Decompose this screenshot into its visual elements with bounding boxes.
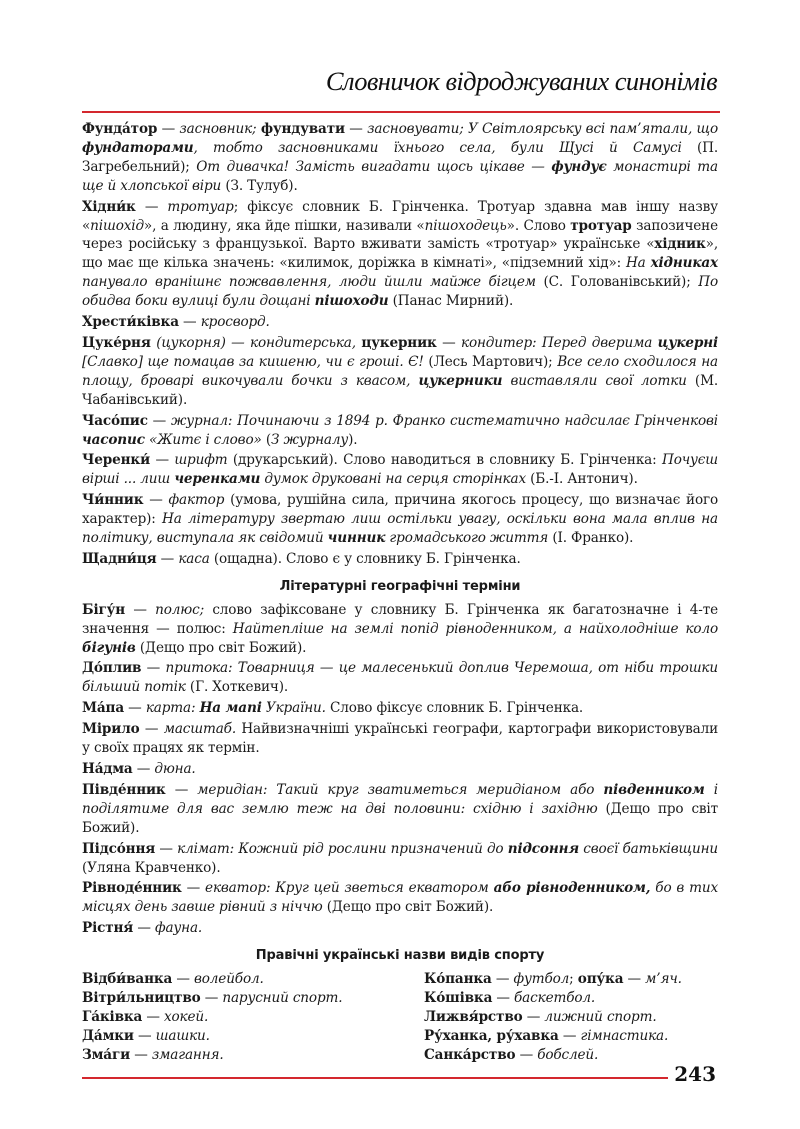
headword: Бігу́н [82,601,126,618]
entry-text: кросворд. [200,314,270,331]
highlighted-term: часопис [82,431,145,448]
headword: Щадни́ця [82,550,157,567]
highlighted-term: або рівноденником, [493,880,651,897]
highlighted-term: бігунів [82,639,136,656]
highlighted-term: фундує [551,158,607,175]
entry-text: тротуар [167,198,234,215]
entry-text: Слово фіксує словник Б. Грінченка. [325,700,584,717]
entry-text: », що має ще кілька значень: «килимок, доріжка в кімнаті», «підземний хід»: [82,236,718,272]
headword: Черенки́ [82,452,151,469]
entry-text: — [344,121,368,137]
entry-text: — [181,880,206,897]
headword: Чи́нник [82,492,144,509]
entry-text: засновувати; У Світлоярську всі пам’ятали, що [367,121,718,137]
entries-list [82,120,718,569]
dictionary-entry [82,879,718,917]
entry-text: (Б.-І. Антонич). [525,471,638,488]
geography-entries-list [82,601,718,938]
sports-term [82,1008,424,1027]
headword: Часо́пис [82,412,148,429]
entry-text: лижний спорт. [544,1008,657,1025]
dictionary-entry [82,659,718,697]
headword: Півде́нник [82,781,166,798]
entry-text: дюна. [154,761,196,777]
entry-text: От дивачка! Замість вигадати щось цікаве — [196,158,552,175]
headword: Санка́рство [424,1046,516,1063]
entry-text: По обидва боки вулиці були дощані [82,274,718,310]
entry-text: виставляли свої лотки [502,372,687,389]
footer-divider [82,1077,668,1079]
highlighted-term: підсоння [507,840,580,857]
header-divider [82,111,720,113]
entry-text: ( [261,431,271,448]
dictionary-entry [82,781,718,838]
headword: Мірило [82,721,140,738]
sports-terms-columns [82,970,718,1065]
entry-text: (Дещо про світ Божий). [322,899,494,916]
entry-text: (Дещо про світ Божий). [82,800,718,836]
entry-text: громадського життя [385,530,549,547]
entry-text: полюс; [155,601,204,618]
entry-text: карта: [145,700,200,717]
sports-term [82,1027,424,1046]
entry-text: парусний спорт. [222,989,343,1006]
highlighted-term: чинник [327,530,386,547]
entry-text: масштаб. [163,721,236,738]
headword: Ко́панка [424,971,492,988]
entry-text: України. [261,700,326,717]
highlighted-term: На мапі [199,700,262,717]
headword: Фундáтор [82,121,158,137]
entry-text: запозичене через російську з французької. Варто вживати замість «тротуар» українське « [82,217,718,253]
entry-text: фактор [168,492,225,509]
headword: фундувати [260,121,345,137]
entry-text: — [147,412,171,429]
highlighted-term: цукерні [657,334,719,351]
entry-text: баскетбол. [514,989,596,1006]
headword: опу́ка [577,971,624,988]
entry-text: (С. Голованівський); [535,274,699,291]
page-header-title: Словничок відроджуваних синонімів [325,66,717,96]
headword: Цуке́рня [82,334,151,351]
dictionary-entry [82,550,718,569]
entry-text: — [132,761,155,777]
headword: Підсо́ння [82,840,156,857]
section-title-sports: Правічні українські назви видів спорту [255,948,545,964]
headword: Рівноде́нник [82,880,182,897]
headword: На́дма [82,761,133,777]
page-number: 243 [674,1062,716,1086]
entry-text: — [200,989,223,1006]
entry-text: — [155,840,178,857]
entry-text: (І. Франко). [548,530,634,547]
headword: Лижвя́рство [424,1008,523,1025]
entry-text: «Житє і слово» [144,431,262,448]
dictionary-entry [82,198,718,311]
entry-text: (друкарський). Слово наводиться в словнику Б. Грінченка: [227,452,663,469]
entry-text: ; [569,971,578,988]
entry-text: фауна. [154,920,203,937]
dictionary-entry [82,699,718,718]
highlighted-term: пішоходи [314,293,389,310]
highlighted-term: фундаторами [82,139,194,156]
entry-text: — [135,198,168,215]
entry-text: З журналу [270,431,349,448]
entry-text: Почуєш вірші ... лиш [82,452,718,488]
highlighted-term: хідниках [650,255,718,272]
entry-text: — [522,1008,545,1025]
sports-column-right [424,970,718,1065]
entry-text: панувало вранішнє пожвавлення, люди йшли майже бігцем [82,274,536,291]
entry-text: притока: Товарниця — це малесенький доплив Черемоша, от ніби трошки більший потік [82,660,718,696]
dictionary-entry [82,919,718,938]
headword: Хрести́ківка [82,314,179,331]
entry-text: — [157,121,180,137]
highlighted-term: південником [603,781,705,798]
entry-text: — [130,1046,152,1063]
headword: До́плив [82,660,142,677]
entry-text: шашки. [155,1027,210,1044]
entry-text: волейбол. [194,971,264,988]
entry-text: (цукорня) — кондитерська, [156,334,356,351]
entry-text: (П. Загребельний); [82,139,718,175]
dictionary-entry [82,313,718,332]
entry-text: монастирі та ще й хлопської віри [82,158,719,194]
headword: хідник [654,236,706,253]
entry-text: (М. Чабанівський). [82,372,719,408]
sports-term [82,989,424,1008]
section-title-geography: Літературні географічні терміни [279,578,521,594]
entry-text: (З. Тулуб). [221,177,298,194]
headword: Га́ківка [82,1008,143,1025]
entry-text: бобслей. [537,1046,599,1063]
entry-text: гімнастика. [580,1027,669,1044]
entry-text: — [143,492,169,509]
highlighted-term: цукерники [418,372,503,389]
entry-text: кондитер: Перед дверима [460,334,658,351]
headword: Вітри́льництво [82,989,201,1006]
entry-text: футбол [513,971,570,988]
sports-term [82,970,424,989]
dictionary-content [82,120,718,1065]
entry-text: — [124,700,146,717]
entry-text: меридіан: Такий круг зватиметься меридіаном або [197,781,604,798]
entry-text: — [142,1008,164,1025]
entry-text: і поділятиме для вас землю теж на дві половини: східню і західню [82,781,719,817]
dictionary-entry [82,601,718,658]
entry-text: На [625,255,651,272]
headword: цукерник [361,334,437,351]
entry-text: пішоходець [424,217,507,234]
entry-text: — [492,989,515,1006]
dictionary-entry [82,120,718,196]
sports-term [424,970,718,989]
sports-term [82,1046,424,1065]
sports-term [424,1008,718,1027]
entry-text: бо в тих місцях день завше рівний з ніччю [82,880,718,916]
dictionary-entry [82,720,718,758]
entry-text: Найвизначніші українські географи, картографи використовували у своїх працях як термін. [82,721,718,757]
entry-text: — [436,334,461,351]
entry-text: — [150,452,175,469]
headword: Ма́па [82,700,125,717]
entry-text: На літературу звертаю лиш остільки увагу, оскільки вона мала вплив на політику, виступала як свідомий [82,511,718,547]
entry-text: пішохід [90,217,144,234]
entry-text: (ощадна). Слово є у словнику Б. Грінченка. [209,550,521,567]
entry-text: (Уляна Кравченко). [82,859,221,876]
entry-text: засновник; [179,121,257,137]
entry-text: — [125,601,156,618]
entry-text: шрифт [174,452,228,469]
headword: тротуар [570,217,632,234]
headword: Ко́шівка [424,989,493,1006]
entry-text: ; фіксує словник Б. Грінченка. Тротуар здавна мав іншу назву « [82,198,718,234]
dictionary-entry [82,451,718,489]
entry-text: , тобто засновниками їхнього села, були Щусі й Самусі [193,139,682,156]
entry-text: Все село сходилося на площу, броварі викочували бочки з квасом, [82,353,718,389]
entry-text: — [133,1027,156,1044]
entry-text: слово зафіксоване у словнику Б. Грінченка як багатозначне і 4-те значення — полюс: [82,601,718,637]
headword: Відби́ванка [82,971,173,988]
entry-text: (Лесь Мартович); [423,353,558,370]
headword: Рістня́ [82,920,134,937]
sports-term [424,1027,718,1046]
entry-text: — [515,1046,538,1063]
entry-text: — [491,971,514,988]
dictionary-entry [82,491,718,548]
entry-text: — [172,971,194,988]
entry-text: своєї батьківщини [579,840,718,857]
headword: Хідни́к [82,198,136,215]
entry-text: екватор: Круг цей зветься екватором [205,880,494,897]
entry-text: — [178,314,201,331]
entry-text: (Г. Хоткевич). [185,679,289,696]
headword: Да́мки [82,1027,134,1044]
entry-text: — [558,1027,581,1044]
dictionary-entry [82,334,718,410]
entry-text: — [623,971,646,988]
entry-text: клімат: Кожний рід рослини призначений до [177,840,508,857]
entry-text: — [133,920,155,937]
entry-text: (Дещо про світ Божий). [135,639,307,656]
sports-term [424,989,718,1008]
entry-text: каса [178,550,210,567]
entry-text: хокей. [164,1008,209,1025]
entry-text: журнал: Починаючи з 1894 р. Франко систематично надсилає Грінченкові [170,412,718,429]
entry-text: ). [348,431,358,448]
entry-text: — [141,660,166,677]
dictionary-entry [82,412,718,450]
headword: Ру́ханка, ру́хавка [424,1027,559,1044]
entry-text: Найтепліше на землі попід рівноденником, а найхолодніше коло [232,620,719,637]
entry-text: », а людину, яка йде пішки, називали « [143,217,425,234]
entry-text: (Панас Мирний). [388,293,514,310]
entry-text: змагання. [151,1046,224,1063]
dictionary-entry [82,840,718,878]
entry-text: — [139,721,164,738]
highlighted-term: черенками [174,471,261,488]
sports-column-left [82,970,424,1065]
entry-text: [Славко] ще помацав за кишеню, чи є гроші. Є! [82,353,424,370]
entry-text: (умова, рушійна сила, причина якогось процесу, що визначає його характер): [82,492,718,528]
dictionary-entry [82,760,718,779]
entry-text: м’яч. [645,971,682,988]
entry-text: ». Слово [506,217,571,234]
entry-text: думок друковані на серця сторінках [260,471,526,488]
entry-text: — [165,781,198,798]
headword: Зма́ги [82,1046,131,1063]
entry-text: — [156,550,179,567]
